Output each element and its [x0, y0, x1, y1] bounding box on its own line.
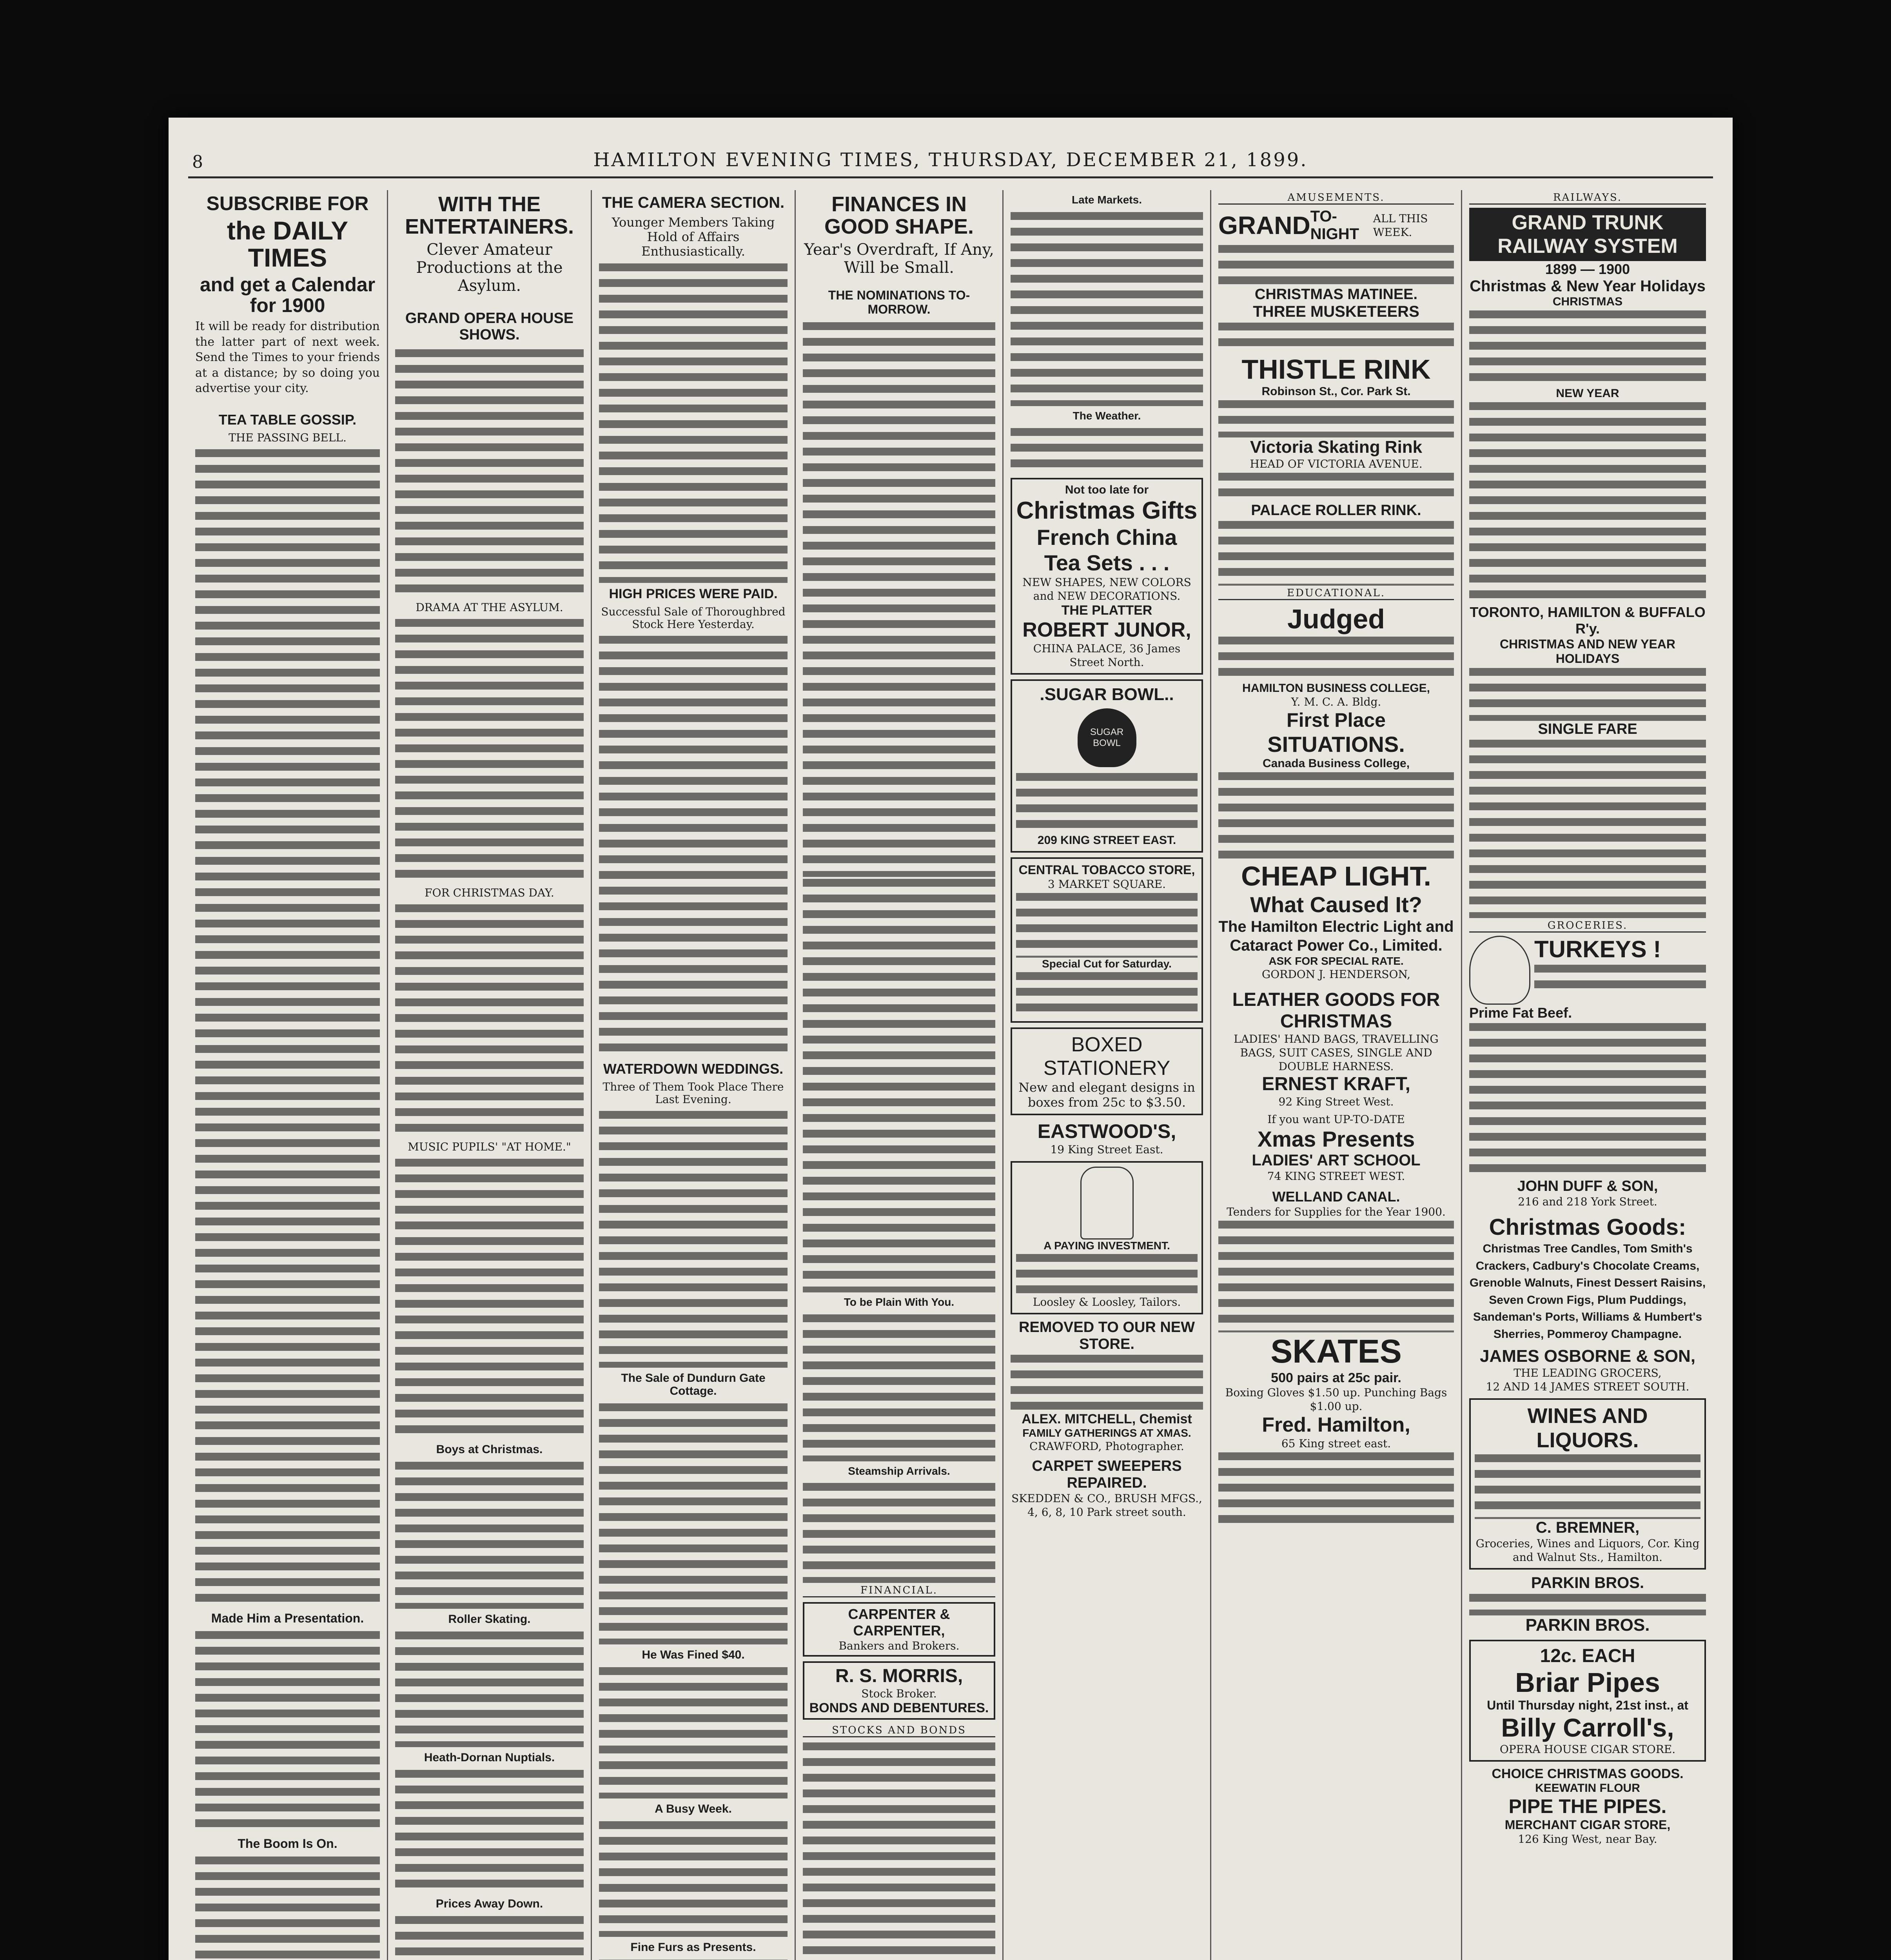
victoria-body — [1218, 471, 1454, 502]
plain-body — [803, 1312, 995, 1461]
furs-body — [599, 1958, 788, 1960]
presentation-heading: Made Him a Presentation. — [211, 1611, 364, 1625]
dundurn-heading: The Sale of Dundurn Gate Cottage. — [621, 1372, 766, 1398]
christmas-gifts-ad — [1011, 478, 1203, 675]
welland-body — [1218, 1219, 1454, 1332]
paying-investment-ad — [1011, 1161, 1203, 1314]
entertainers-heading: WITH THE ENTERTAINERS. — [405, 192, 574, 238]
grocery-price-list — [1469, 1021, 1706, 1178]
newspaper-page — [169, 118, 1733, 1960]
sugar-bowl-heading: .SUGAR BOWL.. — [1040, 684, 1174, 704]
steamship-body — [803, 1481, 995, 1583]
column-4 — [796, 190, 1004, 1960]
busy-week-heading: A Busy Week. — [655, 1802, 732, 1816]
bonds-heading: BONDS AND DEBENTURES. — [809, 1700, 989, 1716]
christmas-fares: CHRISTMAS — [1552, 295, 1623, 308]
waterdown-heading: WATERDOWN WEDDINGS. — [603, 1061, 784, 1077]
tham-heading: TORONTO, HAMILTON & BUFFALO R'y. — [1470, 604, 1706, 637]
tea-sets-heading: French China Tea Sets . . . — [1036, 524, 1177, 575]
removed-body — [1011, 1353, 1203, 1412]
high-prices-subheading: Successful Sale of Thoroughbred Stock Here Yesterday. — [601, 605, 786, 631]
morris-sub: Stock Broker. — [861, 1687, 937, 1700]
thistle-body — [1218, 398, 1454, 437]
thistle-address: Robinson St., Cor. Park St. — [1261, 385, 1411, 398]
billy-carroll-name: Billy Carroll's, — [1501, 1713, 1674, 1742]
choice-goods-heading: CHOICE CHRISTMAS GOODS. — [1492, 1766, 1684, 1781]
art-school-name: LADIES' ART SCHOOL — [1252, 1152, 1421, 1169]
stocks-table — [803, 1740, 995, 1960]
boom-body — [195, 1855, 380, 1960]
tobacco-list — [1016, 970, 1198, 1017]
masthead: HAMILTON EVENING TIMES, THURSDAY, DECEMBER 21, 1899. — [593, 149, 1308, 171]
welland-subheading: Tenders for Supplies for the Year 1900. — [1227, 1205, 1446, 1218]
drama-heading: DRAMA AT THE ASYLUM. — [416, 601, 563, 614]
eastwood-name: EASTWOOD'S, — [1037, 1120, 1176, 1142]
turkey-icon — [1469, 936, 1530, 1005]
entertainers-subheading: Clever Amateur Productions at the Asylum. — [416, 241, 563, 295]
gifts-heading: Christmas Gifts — [1016, 497, 1198, 524]
music-pupils-body — [395, 1157, 584, 1439]
henderson-name: GORDON J. HENDERSON, — [1261, 968, 1411, 981]
until-thursday: Until Thursday night, 21st inst., at — [1487, 1698, 1688, 1712]
nominations-body — [803, 320, 995, 877]
eastwood-address: 19 King Street East. — [1050, 1143, 1163, 1156]
keewatin-heading: KEEWATIN FLOUR — [1535, 1782, 1640, 1795]
fred-hamilton-name: Fred. Hamilton, — [1262, 1414, 1410, 1436]
family-heading: FAMILY GATHERINGS AT XMAS. — [1022, 1426, 1191, 1439]
daily-times-heading: the DAILY TIMES — [227, 216, 348, 272]
musketeers-prices — [1218, 321, 1454, 348]
fred-hamilton-address: 65 King street east. — [1281, 1437, 1391, 1450]
educational-section: EDUCATIONAL. — [1218, 587, 1454, 600]
victoria-heading: Victoria Skating Rink — [1250, 437, 1423, 457]
finances-subheading: Year's Overdraft, If Any, Will be Small. — [804, 241, 994, 277]
thistle-heading: THISTLE RINK — [1241, 354, 1431, 385]
high-prices-heading: HIGH PRICES WERE PAID. — [609, 586, 778, 602]
christmas-fares-body — [1469, 309, 1706, 387]
prices-down-body — [395, 1914, 584, 1960]
cheap-light-heading: CHEAP LIGHT. — [1241, 861, 1431, 891]
new-year-fares-body — [1469, 400, 1706, 604]
palace-rink-body — [1218, 519, 1454, 586]
business-college-name: HAMILTON BUSINESS COLLEGE, — [1242, 682, 1430, 695]
judged-heading: Judged — [1287, 604, 1385, 634]
leather-goods-heading: LEATHER GOODS FOR CHRISTMAS — [1232, 989, 1440, 1032]
christmas-day-body — [395, 902, 584, 1138]
situations-heading: SITUATIONS. — [1267, 732, 1405, 757]
waterdown-subheading: Three of Them Took Place There Last Evening. — [603, 1080, 784, 1106]
skates-price: 500 pairs at 25c pair. — [1271, 1370, 1401, 1385]
canada-college-body — [1218, 770, 1454, 860]
plain-heading: To be Plain With You. — [844, 1296, 955, 1308]
season-years: 1899 — 1900 — [1545, 261, 1630, 277]
christmas-goods-list: Christmas Tree Candles, Tom Smith's Crackers, Cadbury's Chocolate Creams, Grenoble Walnuts, Finest Dessert Raisins, Seven Crown Figs, Plum Puddings, Sandeman's Ports, Williams & Humbert's Sherries, Pommeroy Champagne. — [1469, 1242, 1706, 1341]
opera-house-body — [395, 347, 584, 598]
column-6 — [1211, 190, 1462, 1960]
tea-table-heading: TEA TABLE GOSSIP. — [218, 412, 357, 428]
sweepers-heading: CARPET SWEEPERS REPAIRED. — [1032, 1457, 1182, 1491]
pipe-heading: PIPE THE PIPES. — [1508, 1795, 1667, 1817]
roller-skating-body — [395, 1630, 584, 1747]
price-heading: 12c. EACH — [1540, 1646, 1635, 1666]
column-5 — [1004, 190, 1211, 1960]
osborne-name: JAMES OSBORNE & SON, — [1479, 1347, 1696, 1366]
platter-heading: THE PLATTER — [1061, 603, 1152, 618]
crawford-name: CRAWFORD, Photographer. — [1029, 1439, 1184, 1453]
wines-list — [1475, 1452, 1700, 1519]
morris-name: R. S. MORRIS, — [835, 1666, 963, 1687]
finances-heading: FINANCES IN GOOD SHAPE. — [824, 192, 974, 238]
art-school-address: 74 KING STREET WEST. — [1267, 1170, 1405, 1183]
tham-subheading: CHRISTMAS AND NEW YEAR HOLIDAYS — [1499, 637, 1675, 666]
tailor-figure-icon — [1080, 1167, 1134, 1240]
paying-heading: A PAYING INVESTMENT. — [1043, 1239, 1170, 1252]
grand-heading: GRAND — [1218, 211, 1310, 240]
welland-heading: WELLAND CANAL. — [1272, 1189, 1400, 1205]
waterdown-body — [599, 1109, 788, 1368]
boom-heading: The Boom Is On. — [238, 1837, 338, 1851]
late-markets-heading: Late Markets. — [1072, 194, 1142, 206]
subscribe-body: It will be ready for distribution the latter part of next week. Send the Times to your friends at a distance; by so doing you advertise your city. — [195, 319, 380, 396]
turkeys-ad — [1469, 936, 1706, 1005]
ymca-address: Y. M. C. A. Bldg. — [1291, 695, 1381, 708]
briar-pipes-ad — [1469, 1640, 1706, 1762]
duff-address: 216 and 218 York Street. — [1518, 1195, 1657, 1208]
steamship-heading: Steamship Arrivals. — [848, 1465, 950, 1477]
carpenter-name: CARPENTER & CARPENTER, — [848, 1606, 950, 1639]
high-prices-body — [599, 634, 788, 1057]
masthead-rule — [188, 176, 1713, 178]
boys-christmas-body — [395, 1460, 584, 1609]
briar-pipes-heading: Briar Pipes — [1515, 1667, 1660, 1698]
sugar-bowl-ad — [1011, 679, 1203, 853]
matinee-heading: CHRISTMAS MATINEE. — [1254, 286, 1418, 303]
junor-name: ROBERT JUNOR, — [1022, 618, 1191, 641]
parkin-body — [1469, 1592, 1706, 1615]
weather-body — [1011, 426, 1203, 473]
china-palace: CHINA PALACE, 36 James Street North. — [1033, 642, 1181, 669]
jewelry-body — [1218, 1450, 1454, 1529]
judged-body — [1218, 635, 1454, 682]
calendar-heading: and get a Calendar for 1900 — [200, 274, 376, 316]
column-1 — [188, 190, 388, 1960]
late-markets-body — [1011, 210, 1203, 406]
roller-skating-heading: Roller Skating. — [448, 1612, 531, 1626]
electric-company-name: The Hamilton Electric Light and Cataract Power Co., Limited. — [1218, 918, 1454, 954]
stationery-ad — [1011, 1027, 1203, 1115]
tonight-heading: TO-NIGHT — [1310, 208, 1359, 243]
first-place-heading: First Place — [1287, 709, 1386, 731]
merchant-name: MERCHANT CIGAR STORE, — [1504, 1818, 1671, 1832]
single-fare: SINGLE FARE — [1538, 721, 1637, 737]
removed-heading: REMOVED TO OUR NEW STORE. — [1019, 1319, 1195, 1352]
all-week: ALL THIS WEEK. — [1373, 212, 1428, 239]
special-rate: ASK FOR SPECIAL RATE. — [1269, 955, 1404, 967]
new-shapes: NEW SHAPES, NEW COLORS and NEW DECORATIONS. — [1022, 575, 1191, 603]
bremner-name: C. BREMNER, — [1535, 1519, 1640, 1536]
page-number: 8 — [192, 152, 203, 172]
amusements-section: AMUSEMENTS. — [1218, 192, 1454, 205]
camera-body — [599, 261, 788, 583]
grand-trunk-logo: GRAND TRUNK RAILWAY SYSTEM — [1469, 208, 1706, 261]
parkin-name: PARKIN BROS. — [1531, 1574, 1644, 1592]
wines-ad — [1469, 1398, 1706, 1570]
fined-body — [599, 1665, 788, 1798]
paying-body — [1016, 1252, 1198, 1295]
tham-body — [1469, 666, 1706, 721]
special-cut: Special Cut for Saturday. — [1042, 957, 1172, 970]
dundurn-body — [599, 1401, 788, 1644]
grand-opera-ad — [1218, 208, 1454, 243]
council-body — [803, 1081, 995, 1292]
sugar-bowl-address: 209 KING STREET EAST. — [1037, 833, 1176, 847]
xmas-presents-heading: Xmas Presents — [1257, 1127, 1415, 1151]
camera-subheading: Younger Members Taking Hold of Affairs Enthusiastically. — [612, 215, 775, 259]
opera-cigar-store: OPERA HOUSE CIGAR STORE. — [1499, 1743, 1676, 1756]
expenditure-table — [803, 877, 995, 1081]
subscribe-heading: SUBSCRIBE FOR — [206, 192, 369, 214]
up-to-date: If you want UP-TO-DATE — [1267, 1113, 1405, 1126]
stationery-heading: BOXED STATIONERY — [1043, 1033, 1171, 1080]
column-3 — [592, 190, 796, 1960]
nominations-heading: THE NOMINATIONS TO-MORROW. — [828, 288, 970, 316]
boys-christmas-heading: Boys at Christmas. — [436, 1443, 543, 1456]
camera-heading: THE CAMERA SECTION. — [602, 194, 785, 211]
financial-section: FINANCIAL. — [803, 1584, 995, 1597]
bremner-subheading: Groceries, Wines and Liquors, Cor. King and Walnut Sts., Hamilton. — [1475, 1537, 1700, 1564]
osborne-subheading: THE LEADING GROCERS, — [1514, 1367, 1662, 1379]
musketeers-heading: THREE MUSKETEERS — [1253, 303, 1419, 320]
mitchell-name: ALEX. MITCHELL, Chemist — [1022, 1411, 1192, 1426]
column-2 — [388, 190, 592, 1960]
opera-house-heading: GRAND OPERA HOUSE SHOWS. — [405, 310, 574, 343]
fined-heading: He Was Fined $40. — [642, 1648, 745, 1662]
kraft-address: 92 King Street West. — [1278, 1095, 1394, 1108]
morris-ad — [803, 1661, 995, 1720]
prime-beef-heading: Prime Fat Beef. — [1469, 1005, 1572, 1021]
prices-down-heading: Prices Away Down. — [436, 1897, 543, 1910]
osborne-address: 12 AND 14 JAMES STREET SOUTH. — [1486, 1380, 1690, 1393]
skates-heading: SKATES — [1270, 1333, 1402, 1370]
heath-dornan-heading: Heath-Dornan Nuptials. — [424, 1751, 555, 1764]
canada-college-name: Canada Business College, — [1262, 757, 1410, 770]
groceries-section: GROCERIES. — [1469, 920, 1706, 933]
turkeys-body — [1534, 963, 1706, 994]
duff-name: JOHN DUFF & SON, — [1517, 1178, 1658, 1194]
railways-section: RAILWAYS. — [1469, 192, 1706, 205]
skedden-name: SKEDDEN & CO., BRUSH MFGS., 4, 6, 8, 10 Park street south. — [1011, 1492, 1202, 1519]
not-too-late: Not too late for — [1065, 483, 1149, 496]
merchant-address: 126 King West, near Bay. — [1518, 1833, 1657, 1846]
what-caused-heading: What Caused It? — [1250, 892, 1422, 917]
boxing-gloves: Boxing Gloves $1.50 up. Punching Bags $1.00 up. — [1225, 1386, 1447, 1413]
sugar-bowl-body — [1016, 771, 1198, 834]
tham-fares-body — [1469, 738, 1706, 918]
busy-week-body — [599, 1819, 788, 1937]
drama-body — [395, 617, 584, 884]
stocks-heading: STOCKS AND BONDS — [803, 1724, 995, 1737]
tobacco-store-ad — [1011, 857, 1203, 1023]
carpenter-ad — [803, 1602, 995, 1657]
christmas-goods-heading: Christmas Goods: — [1489, 1214, 1686, 1240]
kraft-name: ERNEST KRAFT, — [1262, 1074, 1410, 1094]
bag-list: LADIES' HAND BAGS, TRAVELLING BAGS, SUIT CASES, SINGLE AND DOUBLE HARNESS. — [1234, 1033, 1439, 1073]
carpenter-sub: Bankers and Brokers. — [838, 1639, 960, 1653]
furs-heading: Fine Furs as Presents. — [630, 1941, 756, 1954]
christmas-day-heading: FOR CHRISTMAS DAY. — [425, 886, 554, 900]
gossip-body — [195, 447, 380, 1608]
music-pupils-heading: MUSIC PUPILS' "AT HOME." — [408, 1140, 571, 1154]
tobacco-store-name: CENTRAL TOBACCO STORE, — [1018, 862, 1195, 877]
market-square: 3 MARKET SQUARE. — [1047, 877, 1166, 891]
tobacco-store-body — [1016, 891, 1198, 958]
parkin-name-repeat: PARKIN BROS. — [1525, 1615, 1650, 1635]
wines-heading: WINES AND LIQUORS. — [1527, 1404, 1648, 1452]
loosley-name: Loosley & Loosley, Tailors. — [1033, 1295, 1181, 1308]
weather-heading: The Weather. — [1073, 409, 1141, 422]
passing-bell-heading: THE PASSING BELL. — [229, 431, 347, 444]
turkeys-heading: TURKEYS ! — [1534, 936, 1661, 962]
stationery-designs: New and elegant designs in boxes from 25c to $3.50. — [1018, 1080, 1195, 1110]
grand-body — [1218, 243, 1454, 286]
presentation-body — [195, 1629, 380, 1833]
column-7 — [1462, 190, 1713, 1960]
victoria-subheading: HEAD OF VICTORIA AVENUE. — [1250, 457, 1423, 470]
sugar-bowl-illustration: SUGAR BOWL — [1078, 708, 1136, 767]
holidays-heading: Christmas & New Year Holidays — [1470, 278, 1706, 295]
heath-dornan-body — [395, 1768, 584, 1893]
new-year-fares: NEW YEAR — [1556, 387, 1619, 400]
palace-rink-heading: PALACE ROLLER RINK. — [1251, 502, 1421, 519]
